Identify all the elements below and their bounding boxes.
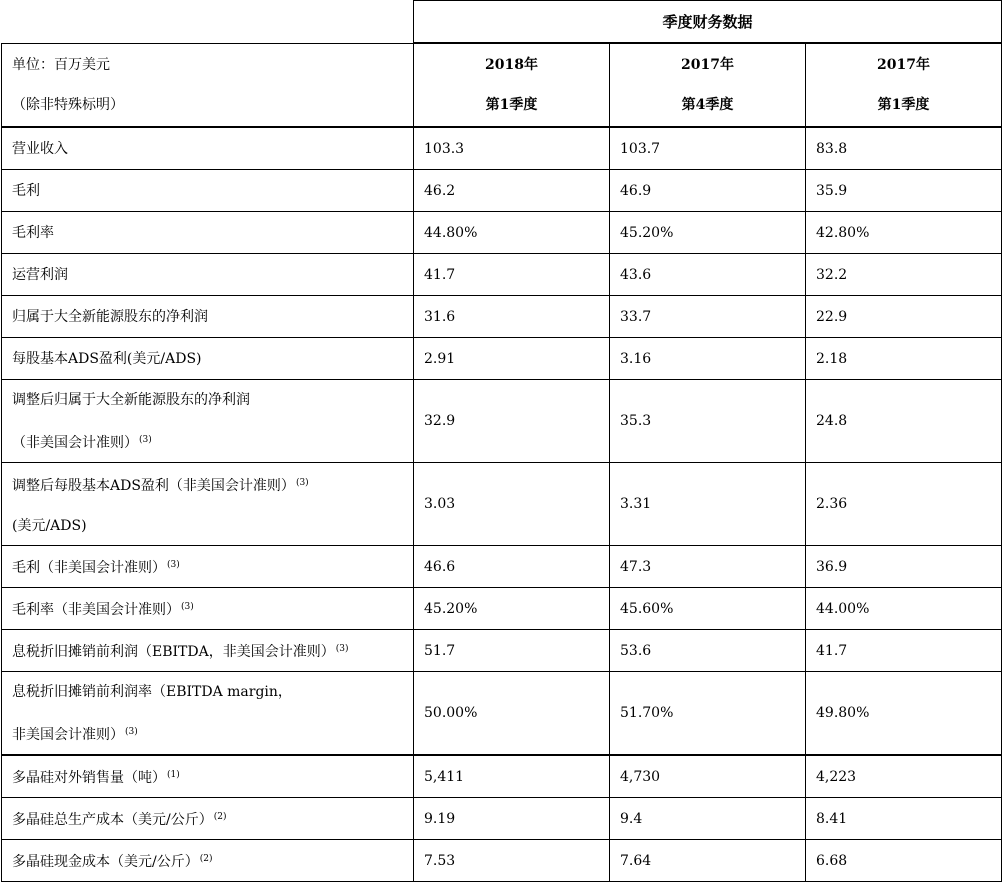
value-cell: 46.2: [414, 170, 610, 212]
value-cell: 46.6: [414, 546, 610, 588]
value-cell: 32.2: [806, 254, 1002, 296]
value-cell: 5,411: [414, 755, 610, 798]
value-cell: 36.9: [806, 546, 1002, 588]
value-cell: 2.18: [806, 338, 1002, 380]
row-label: [12, 639, 403, 662]
row-label: [12, 307, 403, 327]
group-header-row: [2, 1, 1002, 44]
row-label-cell: [2, 840, 414, 882]
value-cell: 41.7: [806, 630, 1002, 672]
value-cell: 50.00%: [414, 672, 610, 756]
table-row: [2, 127, 1002, 170]
value-cell: 51.70%: [610, 672, 806, 756]
footnote-marker: (3): [295, 477, 309, 488]
unit-label: 单位：百万美元: [12, 56, 110, 73]
column-header-row: [2, 43, 1002, 127]
footnote-marker: (3): [335, 644, 349, 654]
value-cell: 42.80%: [806, 212, 1002, 254]
row-label: [12, 597, 403, 620]
row-label: [12, 807, 403, 830]
table-row: [2, 254, 1002, 296]
unit-cell: [2, 43, 414, 127]
value-cell: 49.80%: [806, 672, 1002, 756]
value-cell: 24.8: [806, 380, 1002, 463]
row-label: [12, 473, 403, 496]
column-quarter: 第1季度: [485, 97, 538, 113]
value-cell: 4,730: [610, 755, 806, 798]
value-cell: 103.3: [414, 127, 610, 170]
row-label-cell: [2, 212, 414, 254]
row-label-text: 调整后归属于大全新能源股东的净利润: [12, 391, 250, 408]
footnote-marker: (3): [181, 602, 194, 612]
row-label-cell: [2, 127, 414, 170]
row-label: [12, 849, 403, 872]
row-label-cell: [2, 546, 414, 588]
value-cell: 45.20%: [414, 588, 610, 630]
row-label-cell: [2, 296, 414, 338]
row-label-text: 息税折旧摊销前利润率（EBITDA margin，: [12, 683, 292, 700]
table-row: [2, 630, 1002, 672]
value-cell: 45.60%: [610, 588, 806, 630]
column-header-2017q4: [610, 43, 806, 127]
value-cell: 22.9: [806, 296, 1002, 338]
value-cell: 44.80%: [414, 212, 610, 254]
footnote-marker: (3): [125, 726, 138, 737]
value-cell: 47.3: [610, 546, 806, 588]
value-cell: 2.91: [414, 338, 610, 380]
row-label: [12, 223, 403, 243]
value-cell: 51.7: [414, 630, 610, 672]
row-label-continuation: [12, 722, 403, 745]
footnote-marker: (2): [199, 854, 213, 864]
row-label-text: 多晶硅现金成本（美元/公斤）: [12, 854, 199, 870]
row-label-continuation: [12, 430, 403, 453]
row-label-text: 毛利率（非美国会计准则）: [12, 602, 180, 618]
value-cell: 4,223: [806, 755, 1002, 798]
row-label: [12, 390, 403, 410]
table-row: [2, 296, 1002, 338]
column-quarter: 第4季度: [681, 97, 734, 113]
value-cell: 7.64: [610, 840, 806, 882]
value-cell: 3.16: [610, 338, 806, 380]
value-cell: 7.53: [414, 840, 610, 882]
table-row: [2, 798, 1002, 840]
row-label-text: （非美国会计准则）: [12, 434, 138, 451]
table-row: [2, 212, 1002, 254]
footnote-marker: (2): [213, 812, 227, 822]
table-row: [2, 546, 1002, 588]
row-label-cell: [2, 672, 414, 756]
row-label: [12, 139, 403, 159]
value-cell: 44.00%: [806, 588, 1002, 630]
footnote-marker: (1): [167, 770, 180, 780]
value-cell: 8.41: [806, 798, 1002, 840]
row-label-text: 毛利率: [12, 224, 54, 241]
row-label-text: 每股基本ADS盈利(美元/ADS): [12, 350, 202, 367]
value-cell: 103.7: [610, 127, 806, 170]
value-cell: 41.7: [414, 254, 610, 296]
row-label-cell: [2, 254, 414, 296]
row-label-text: 调整后每股基本ADS盈利（非美国会计准则）: [12, 477, 295, 494]
column-quarter: 第1季度: [877, 97, 930, 113]
row-label-text: 运营利润: [12, 266, 68, 283]
value-cell: 6.68: [806, 840, 1002, 882]
row-label-cell: [2, 588, 414, 630]
row-label: [12, 349, 403, 369]
blank-corner-cell: [2, 1, 414, 44]
row-label-cell: [2, 463, 414, 546]
row-label: [12, 265, 403, 285]
value-cell: 33.7: [610, 296, 806, 338]
row-label-text: 多晶硅总生产成本（美元/公斤）: [12, 812, 213, 828]
value-cell: 9.4: [610, 798, 806, 840]
column-year: 2017年: [877, 57, 930, 73]
row-label-cell: [2, 170, 414, 212]
value-cell: 31.6: [414, 296, 610, 338]
row-label-text: (美元/ADS): [12, 517, 87, 534]
value-cell: 46.9: [610, 170, 806, 212]
unit-note: （除非特殊标明）: [12, 96, 124, 113]
row-label-text: 毛利（非美国会计准则）: [12, 560, 166, 576]
row-label: [12, 682, 403, 702]
value-cell: 3.03: [414, 463, 610, 546]
value-cell: 32.9: [414, 380, 610, 463]
quarterly-financial-table: [1, 0, 1002, 882]
table-row: [2, 463, 1002, 546]
table-row: [2, 588, 1002, 630]
value-cell: 35.3: [610, 380, 806, 463]
table-row: [2, 338, 1002, 380]
row-label-text: 归属于大全新能源股东的净利润: [12, 308, 208, 325]
table-row: [2, 840, 1002, 882]
row-label: [12, 765, 403, 788]
footnote-marker: (3): [167, 560, 180, 570]
value-cell: 2.36: [806, 463, 1002, 546]
value-cell: 9.19: [414, 798, 610, 840]
column-year: 2017年: [681, 57, 734, 73]
table-row: [2, 755, 1002, 798]
value-cell: 45.20%: [610, 212, 806, 254]
row-label-cell: [2, 380, 414, 463]
row-label-cell: [2, 755, 414, 798]
column-year: 2018年: [485, 57, 538, 73]
row-label-text: 非美国会计准则）: [12, 726, 124, 743]
row-label-cell: [2, 338, 414, 380]
row-label: [12, 555, 403, 578]
table-row: [2, 380, 1002, 463]
column-header-2017q1: [806, 43, 1002, 127]
value-cell: 43.6: [610, 254, 806, 296]
footnote-marker: (3): [139, 434, 152, 445]
group-title: 季度财务数据: [414, 1, 1002, 44]
table-row: [2, 672, 1002, 756]
value-cell: 3.31: [610, 463, 806, 546]
table-row: [2, 170, 1002, 212]
row-label-cell: [2, 630, 414, 672]
column-header-2018q1: [414, 43, 610, 127]
row-label-text: 息税折旧摊销前利润（EBITDA，非美国会计准则）: [12, 644, 335, 660]
row-label-text: 毛利: [12, 182, 40, 199]
row-label-cell: [2, 798, 414, 840]
row-label-text: 多晶硅对外销售量（吨）: [12, 770, 166, 786]
value-cell: 83.8: [806, 127, 1002, 170]
value-cell: 35.9: [806, 170, 1002, 212]
row-label-text: 营业收入: [12, 140, 68, 157]
row-label-continuation: [12, 516, 403, 536]
row-label: [12, 181, 403, 201]
value-cell: 53.6: [610, 630, 806, 672]
